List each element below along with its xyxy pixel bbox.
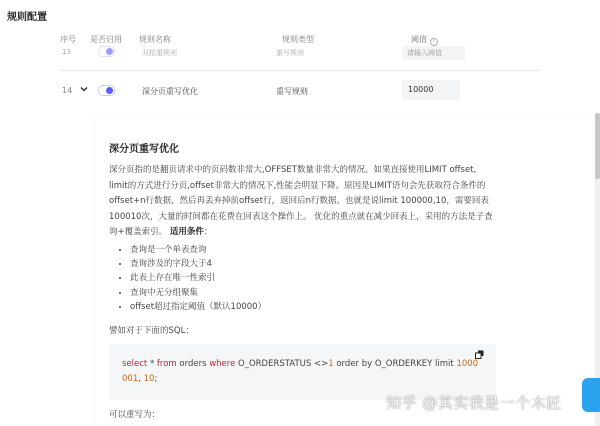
info-icon[interactable]: i [430, 38, 438, 46]
rewrite-intro: 可以重写为： [109, 410, 161, 420]
row-seq: 14 [62, 86, 73, 95]
header-seq: 序号 [60, 35, 76, 44]
rule-detail-panel [95, 113, 595, 426]
chevron-down-icon[interactable] [80, 85, 88, 93]
page-title: 规则配置 [7, 12, 47, 23]
watermark: 知乎 @其实我是一个木匠 [386, 394, 562, 412]
threshold-input[interactable]: 10000 [402, 80, 460, 100]
row-name: 双括重规则 [142, 49, 177, 57]
header-type: 规则类型 [282, 35, 314, 44]
row-divider [60, 70, 540, 71]
scrollbar-thumb[interactable] [595, 113, 600, 179]
enable-toggle[interactable] [98, 85, 115, 96]
detail-description [109, 163, 495, 241]
header-enabled: 是否启用 [90, 35, 122, 44]
conditions-list [109, 243, 266, 314]
table-row [0, 44, 600, 66]
list-item: • 查询涉及的字段大于4 [130, 257, 266, 271]
row-type: 重写规则 [276, 87, 308, 96]
row-seq: 13 [62, 48, 71, 56]
list-item: • offset超过指定阈值（默认10000） [130, 300, 266, 314]
list-item: • 查询是一个单表查询 [130, 243, 266, 257]
list-item: • 此表上存在唯一性索引 [130, 271, 266, 285]
copy-icon[interactable] [475, 350, 484, 359]
list-item: • 查询中无分组聚集 [130, 286, 266, 300]
code-text: select * from orders where O_ORDERSTATUS <>1 order by O_ORDERKEY limit 1000001, 10; [122, 359, 479, 384]
header-threshold-label: 阈值 [411, 35, 427, 44]
conditions-colon: ： [203, 227, 213, 237]
detail-title: 深分页重写优化 [109, 144, 179, 155]
description-text: 深分页指的是翻页请求中的页码数非常大,OFFSET数量非常大的情况。如果直接使用LIMIT offset, limit的方式进行分页,offset非常大的情况下,性能会明显下降。原因是LIMIT语句会先获取符合条件的offset+n行数据，然后再丢弃掉前offset行，返回后n行数据。也就是说limit 100000,10，需要回表100010次，大量的时间都在花费在回表这个操作上。 优化的重点就在减少回表上，采用的方法是子查询+覆盖索引。 [109, 165, 493, 237]
example-intro: 譬如对于下面的SQL： [109, 326, 194, 336]
floating-action-button[interactable] [582, 378, 600, 412]
enable-toggle[interactable] [98, 46, 115, 57]
conditions-label: 适用条件 [169, 227, 204, 237]
row-name: 深分页重写优化 [142, 87, 198, 96]
table-row [0, 78, 600, 104]
row-type: 重写规则 [276, 49, 304, 57]
header-name: 规则名称 [139, 35, 171, 44]
threshold-input[interactable]: 请输入阈值 [402, 46, 465, 60]
